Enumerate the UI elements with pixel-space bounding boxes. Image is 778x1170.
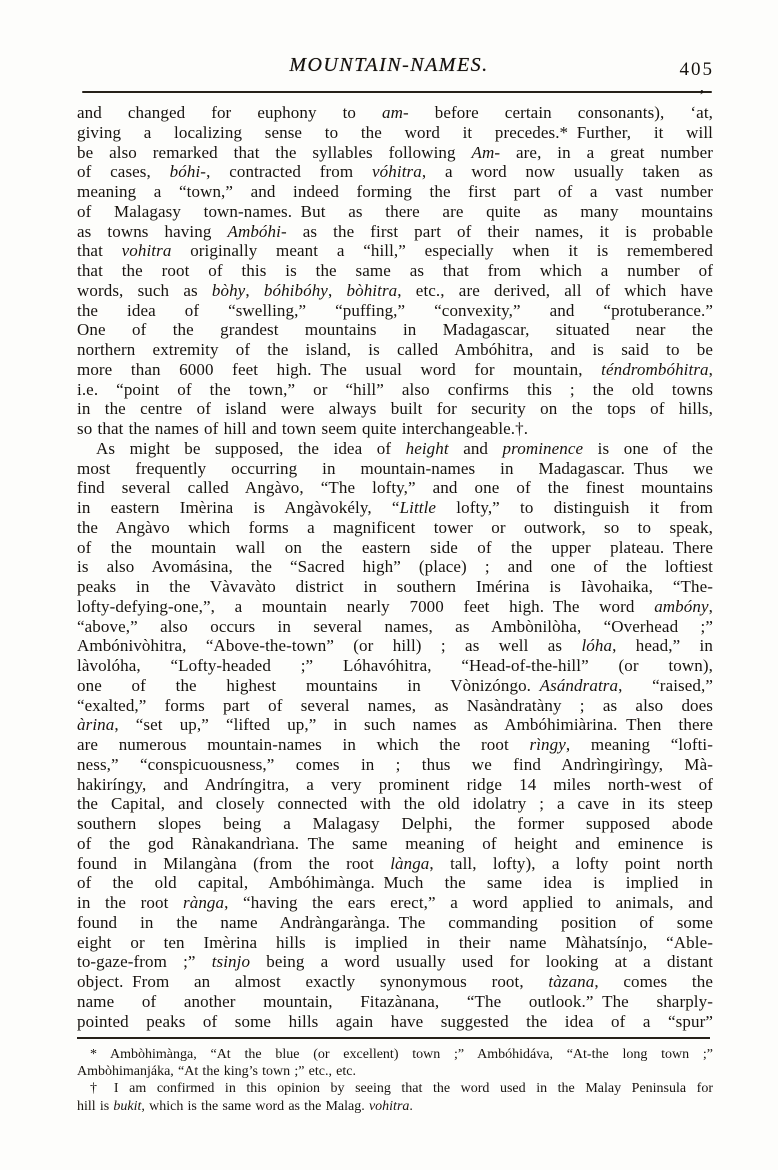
- italic-text-segment: vohitra: [368, 1098, 410, 1114]
- text-line: [77, 380, 713, 400]
- text-segment: As might be supposed, the idea of: [96, 438, 406, 458]
- text-segment: ,: [245, 280, 264, 300]
- italic-text-segment: téndrombóhitra: [601, 359, 709, 379]
- text-line: [77, 775, 713, 795]
- text-segment: Ambónivòhitra, “Above-the-town” (or hill) ; as well as: [77, 636, 582, 656]
- text-segment: is also Avomásina, the “Sacred high” (place) ; and one of the loftiest: [77, 557, 713, 577]
- text-line: [77, 893, 713, 913]
- text-segment: lofty-defying-one,”, a mountain nearly 7000 feet high. The word: [77, 596, 655, 616]
- text-segment: are numerous mountain-names in which the root: [77, 735, 530, 754]
- text-line: [77, 656, 713, 676]
- text-line: [77, 241, 713, 261]
- text-segment: , “having the ears erect,” a word applied to animals, and: [224, 893, 713, 912]
- italic-text-segment: ambóny: [654, 596, 709, 616]
- text-line: [77, 1063, 713, 1080]
- text-line: [77, 873, 713, 893]
- text-segment: One of the grandest mountains in Madagascar, situated near the: [77, 320, 713, 340]
- page-header-title: MOUNTAIN-NAMES.: [289, 54, 489, 76]
- italic-text-segment: bóhi-: [169, 162, 207, 182]
- text-line: [77, 557, 713, 577]
- text-line: [77, 261, 713, 281]
- header-rule: [82, 91, 712, 93]
- text-segment: of Malagasy town-names. But as there are quite as many mountains: [77, 201, 713, 221]
- text-segment: “exalted,” forms part of several names, as Nasàndratàny ; as also does: [77, 695, 713, 715]
- text-line: [77, 518, 713, 538]
- text-line: [77, 577, 713, 597]
- text-segment: ,: [708, 596, 713, 616]
- text-segment: Ambòhimanjáka, “At the king’s town ;” etc., etc.: [77, 1064, 356, 1080]
- text-line: [77, 103, 713, 123]
- text-line: [77, 162, 713, 182]
- text-segment: so that the names of hill and town seem quite interchangeable.†.: [77, 419, 529, 438]
- text-line: [77, 1046, 713, 1063]
- text-segment: , head,” in: [612, 636, 713, 656]
- text-line: [77, 972, 713, 992]
- text-segment: of the god Rànakandrìana. The same meaning of height and eminence is: [77, 833, 713, 853]
- text-line: [77, 459, 713, 479]
- text-segment: that: [77, 241, 122, 261]
- text-line: [77, 617, 713, 637]
- footnotes: [77, 1046, 713, 1115]
- text-segment: , “set up,” “lifted up,” in such names as Ambóhimiàrina. Then there: [114, 715, 713, 735]
- italic-text-segment: Asándratra: [539, 675, 619, 695]
- text-segment: is one of the: [583, 438, 713, 458]
- text-segment: eight or ten Imèrina hills is implied in their name Màhatsínjo, “Able-: [77, 932, 713, 952]
- text-segment: làvolóha, “Lofty-headed ;” Lóhavóhitra, “Head-of-the-hill” (or town),: [77, 656, 713, 675]
- italic-text-segment: bóhibóhy: [263, 280, 328, 300]
- text-line: [77, 340, 713, 360]
- stray-quote-artifact: ’: [699, 86, 705, 105]
- text-segment: more than 6000 feet high. The usual word for mountain,: [77, 359, 602, 379]
- text-line: [77, 676, 713, 696]
- text-line: [77, 715, 713, 735]
- text-segment: to-gaze-from ;”: [77, 952, 212, 972]
- text-line: [77, 834, 713, 854]
- italic-text-segment: height: [405, 438, 449, 458]
- text-line: [77, 933, 713, 953]
- text-line: [77, 399, 713, 419]
- italic-text-segment: lóha: [581, 636, 613, 656]
- text-segment: i.e. “point of the town,” or “hill” also confirms this ; the old towns: [77, 379, 713, 399]
- text-segment: of the mountain wall on the eastern side of the upper plateau. There: [77, 537, 713, 557]
- text-line: [77, 182, 713, 202]
- text-line: [77, 992, 713, 1012]
- text-line: [77, 696, 713, 716]
- italic-text-segment: prominence: [502, 438, 584, 458]
- text-line: [77, 320, 713, 340]
- text-line: [77, 222, 713, 242]
- text-segment: and changed for euphony to: [77, 103, 383, 122]
- footnote-rule: [77, 1037, 710, 1039]
- text-segment: , etc., are derived, all of which have: [397, 280, 713, 300]
- text-segment: most frequently occurring in mountain-names in Madagascar. Thus we: [77, 458, 713, 478]
- italic-text-segment: vóhitra: [372, 162, 422, 182]
- text-line: [77, 202, 713, 222]
- italic-text-segment: àrina: [77, 715, 115, 735]
- text-segment: the idea of “swelling,” “puffing,” “convexity,” and “protuberance.”: [77, 300, 713, 320]
- text-line: [77, 814, 713, 834]
- text-line: [77, 1098, 713, 1115]
- text-segment: of cases,: [77, 162, 170, 182]
- text-segment: , a word now usually taken as: [421, 162, 713, 182]
- text-line: [77, 281, 713, 301]
- text-segment: words, such as: [77, 280, 212, 300]
- text-line: [77, 913, 713, 933]
- text-line: [77, 360, 713, 380]
- text-line: [77, 439, 713, 459]
- running-head: [0, 54, 778, 77]
- text-segment: being a word usually used for looking at a distant: [250, 952, 713, 972]
- text-segment: of the old capital, Ambóhimànga. Much the same idea is implied in: [77, 873, 713, 893]
- text-segment: meaning a “town,” and indeed forming the first part of a vast number: [77, 182, 713, 201]
- text-line: [77, 597, 713, 617]
- text-segment: , comes the: [594, 972, 714, 991]
- text-segment: .: [409, 1098, 413, 1114]
- text-segment: † I am confirmed in this opinion by seeing that the word used in the Malay Peninsula for: [90, 1081, 713, 1097]
- text-segment: before certain consonants), ‘at,: [408, 103, 713, 122]
- text-segment: , “raised,”: [618, 675, 713, 695]
- text-line: [77, 735, 713, 755]
- text-line: [77, 952, 713, 972]
- text-line: [77, 538, 713, 558]
- italic-text-segment: tsinjo: [211, 952, 251, 972]
- text-line: [77, 301, 713, 321]
- text-segment: pointed peaks of some hills again have suggested the idea of a “spur”: [77, 1011, 713, 1031]
- text-segment: found in the name Andràngarànga. The commanding position of some: [77, 912, 713, 932]
- italic-text-segment: rànga: [183, 893, 225, 912]
- text-segment: , meaning “lofti-: [565, 735, 713, 754]
- text-line: [77, 854, 713, 874]
- text-segment: as towns having: [77, 221, 228, 241]
- text-segment: , contracted from: [206, 162, 373, 182]
- italic-text-segment: vohitra: [121, 241, 172, 261]
- text-segment: northern extremity of the island, is called Ambóhitra, and is said to be: [77, 340, 713, 359]
- text-segment: as the first part of their names, it is probable: [286, 221, 713, 241]
- italic-text-segment: rìngy: [529, 735, 566, 754]
- text-segment: are, in a great number: [500, 142, 713, 162]
- text-line: [77, 419, 713, 439]
- text-line: [77, 1080, 713, 1097]
- text-segment: , which is the same word as the Malag.: [141, 1098, 369, 1114]
- text-segment: hakiríngy, and Andríngitra, a very prominent ridge 14 miles north-west of: [77, 774, 713, 794]
- text-line: [77, 498, 713, 518]
- text-segment: peaks in the Vàvavàto district in southern Imérina is Iàvohaika, “The-: [77, 577, 713, 596]
- italic-text-segment: Am-: [471, 142, 501, 162]
- text-line: [77, 123, 713, 143]
- text-line: [77, 1012, 713, 1032]
- italic-text-segment: bòhitra: [346, 280, 398, 300]
- text-segment: in eastern Imèrina is Angàvokély, “: [77, 498, 400, 517]
- text-segment: object. From an almost exactly synonymous root,: [77, 972, 549, 991]
- text-segment: name of another mountain, Fitazànana, “The outlook.” The sharply-: [77, 991, 713, 1011]
- text-segment: ness,” “conspicuousness,” comes in ; thus we find Andrìngirìngy, Mà-: [77, 754, 713, 774]
- text-segment: be also remarked that the syllables following: [77, 142, 472, 162]
- body-text: [77, 103, 713, 1031]
- text-line: [77, 794, 713, 814]
- text-line: [77, 478, 713, 498]
- text-segment: in the centre of island were always built for security on the tops of hills,: [77, 399, 713, 419]
- text-segment: the Angàvo which forms a magnificent tower or outwork, so to speak,: [77, 517, 713, 537]
- text-segment: , tall, lofty), a lofty point north: [429, 853, 713, 873]
- italic-text-segment: Ambóhi-: [227, 221, 287, 241]
- text-segment: * Ambòhimànga, “At the blue (or excellent) town ;” Ambóhidáva, “At-the long town ;”: [90, 1047, 713, 1062]
- text-segment: find several called Angàvo, “The lofty,” and one of the finest mountains: [77, 478, 713, 498]
- italic-text-segment: bòhy: [211, 280, 246, 300]
- text-segment: ,: [708, 359, 713, 379]
- text-segment: that the root of this is the same as that from which a number of: [77, 261, 713, 280]
- text-line: [77, 636, 713, 656]
- italic-text-segment: lànga: [390, 853, 430, 873]
- italic-text-segment: am-: [382, 103, 409, 122]
- page-number: 405: [679, 59, 714, 80]
- text-segment: lofty,” to distinguish it from: [436, 498, 713, 517]
- text-line: [77, 755, 713, 775]
- italic-text-segment: Little: [399, 498, 437, 517]
- text-line: [77, 143, 713, 163]
- text-segment: ,: [327, 280, 347, 300]
- text-segment: one of the highest mountains in Vònizóngo.: [77, 675, 540, 695]
- text-segment: hill is: [77, 1098, 114, 1114]
- text-segment: found in Milangàna (from the root: [77, 853, 391, 873]
- italic-text-segment: bukit: [113, 1098, 142, 1114]
- text-segment: and: [448, 438, 503, 458]
- text-segment: in the root: [77, 893, 183, 912]
- text-segment: giving a localizing sense to the word it precedes.* Further, it will: [77, 122, 713, 142]
- text-segment: southern slopes being a Malagasy Delphi, the former supposed abode: [77, 814, 713, 833]
- text-segment: the Capital, and closely connected with the old idolatry ; a cave in its steep: [77, 794, 713, 814]
- text-segment: originally meant a “hill,” especially when it is remembered: [171, 241, 713, 261]
- text-segment: “above,” also occurs in several names, as Ambònilòha, “Overhead ;”: [77, 616, 713, 636]
- italic-text-segment: tàzana: [548, 972, 595, 991]
